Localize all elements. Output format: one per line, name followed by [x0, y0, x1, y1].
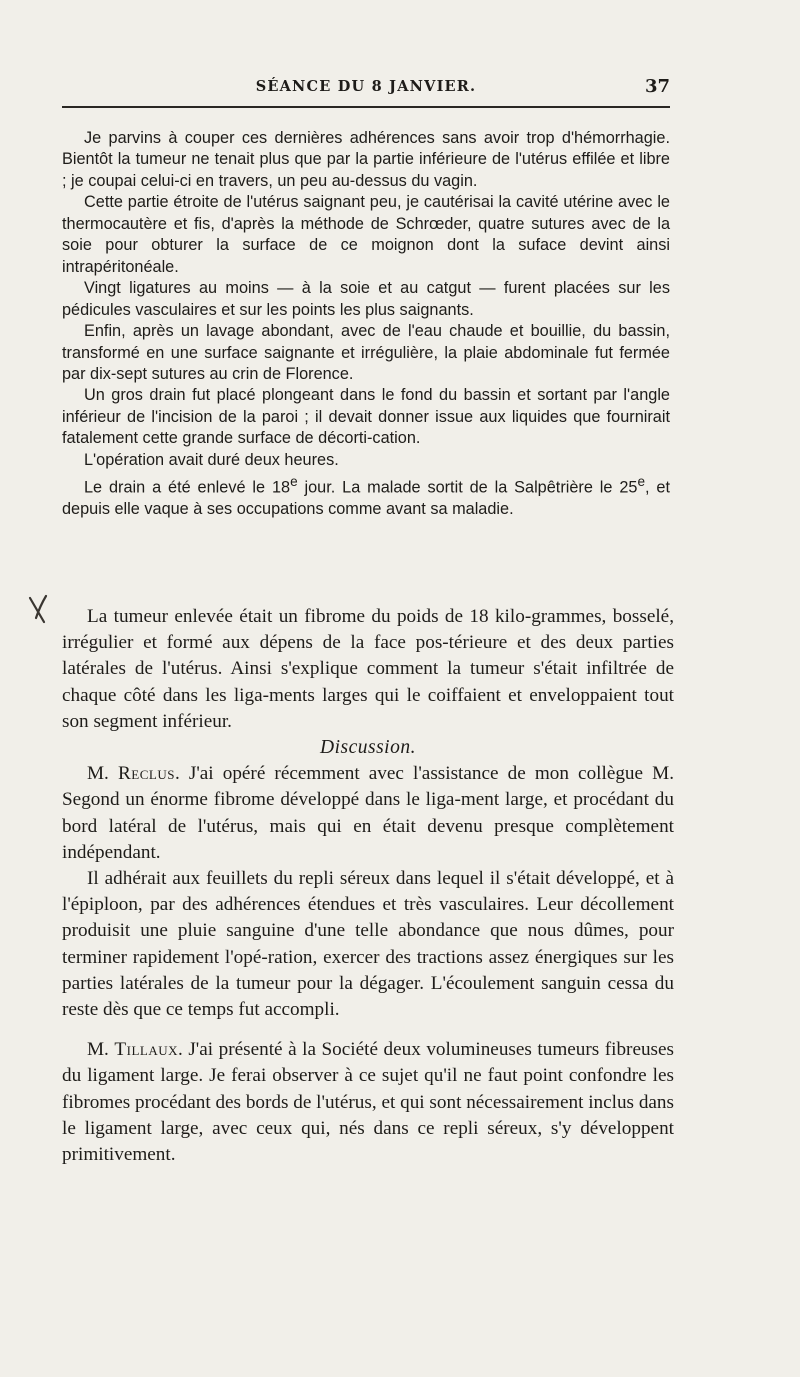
spacer: [62, 1023, 674, 1037]
text-run: M.: [87, 763, 118, 785]
paragraph: L'opération avait duré deux heures.: [84, 450, 339, 469]
speaker-name: Reclus: [117, 763, 175, 785]
paragraph: [62, 1037, 674, 1168]
text-run: . J'ai opéré récemment avec l'assistance de mon collègue M. Segond un énorme fibrome développé dans le liga-ment large, et procédant du bord latéral de l'utérus, mais qui en était devenu presque complètement indépendant.: [62, 763, 674, 863]
superscript: e: [637, 474, 645, 490]
paragraph: [62, 761, 674, 866]
paragraph: [62, 471, 670, 520]
paragraph: Je parvins à couper ces dernières adhérences sans avoir trop d'hémorrhagie. Bientôt la tumeur ne tenait plus que par la partie inférieure de l'utérus effilée et libre ; je coupai celui-ci en travers, un peu au-dessus du vagin.: [62, 129, 670, 190]
section-heading: Discussion.: [320, 737, 416, 759]
paragraph: Il adhérait aux feuillets du repli séreux dans lequel il s'était développé, et à l'épiploon, par des adhérences étendues et très vasculaires. Leur décollement produisit une pluie sanguine d'une telle abondance que nous dûmes, pour terminer rapidement l'opé-ration, exercer des tractions assez énergiques sur les parties latérales de la tumeur pour la dégager. L'écoulement sanguin cessa du reste dès que ce temps fut accompli.: [62, 868, 674, 1021]
paragraph: Vingt ligatures au moins — à la soie et au catgut — furent placées sur les pédicules vasculaires et sur les points les plus saignants.: [62, 279, 670, 319]
handwritten-cross-mark-icon: [22, 592, 62, 632]
paragraph: Enfin, après un lavage abondant, avec de l'eau chaude et bouillie, du bassin, transformé en une surface saignante et irrégulière, la plaie abdominale fut fermée par dix-sept sutures au crin de Florence.: [62, 322, 670, 383]
text-run: . J'ai présenté à la Société deux volumineuses tumeurs fibreuses du ligament large. Je ferai observer à ce sujet qu'il ne faut point confondre les fibromes procédant des bords de l'utérus, et qui sont nécessairement inclus dans le ligament large, avec ceux qui, nés dans ce repli séreux, s'y développent primitivement.: [62, 1039, 674, 1166]
page-number: 37: [644, 76, 670, 97]
discussion-text: [62, 604, 674, 1168]
page-header: [62, 76, 670, 102]
text-run: , et depuis elle vaque à ses occupations comme avant sa maladie.: [62, 478, 670, 519]
superscript: e: [290, 474, 298, 490]
text-run: M.: [87, 1039, 115, 1061]
text-run: jour. La malade sortit de la Salpêtrière le 25: [297, 478, 638, 497]
header-rule: [62, 106, 670, 108]
operation-report-text: [62, 128, 670, 521]
running-title: SÉANCE DU 8 JANVIER.: [255, 78, 477, 95]
speaker-name: Tillaux: [114, 1039, 178, 1061]
paragraph: La tumeur enlevée était un fibrome du poids de 18 kilo-grammes, bosselé, irrégulier et formé aux dépens de la face pos-térieure et des deux parties latérales de l'utérus. Ainsi s'explique comment la tumeur s'était infiltrée de chaque côté dans les liga-ments larges qui le coiffaient et enveloppaient tout son segment inférieur.: [62, 606, 674, 732]
text-run: Le drain a été enlevé le 18: [84, 478, 291, 497]
paragraph: Un gros drain fut placé plongeant dans le fond du bassin et sortant par l'angle inférieur de l'incision de la paroi ; il devait donner issue aux liquides que fournirait fatalement cette grande surface de décorti-cation.: [62, 386, 670, 448]
paragraph: Cette partie étroite de l'utérus saignant peu, je cautérisai la cavité utérine avec le thermocautère et fis, d'après la méthode de Schrœder, quatre sutures avec de la soie pour obturer la surface de ce moignon dont la suface devint ainsi intrapéritonéale.: [62, 193, 670, 276]
